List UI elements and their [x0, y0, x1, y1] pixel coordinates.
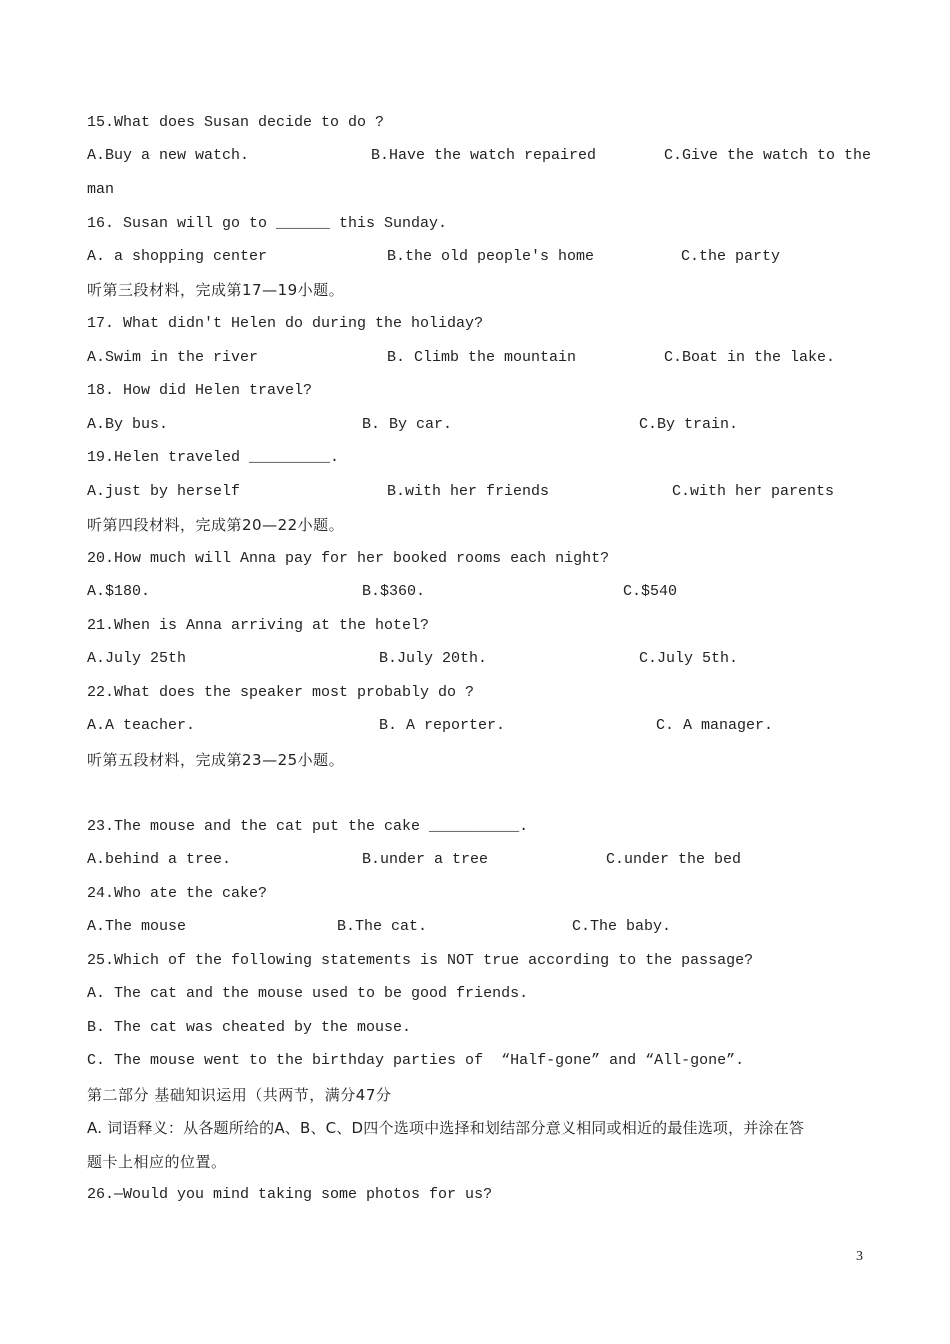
question-23-stem: 23.The mouse and the cat put the cake __________.	[87, 818, 529, 835]
question-19-option-b: B.with her friends	[387, 483, 550, 500]
section-4-instruction: 听第四段材料，完成第20—22小题。	[87, 516, 345, 534]
question-17-option-b: B. Climb the mountain	[387, 349, 577, 366]
question-19-stem: 19.Helen traveled _________.	[87, 449, 340, 466]
question-18-stem: 18. How did Helen travel?	[87, 382, 313, 399]
question-24-option-a: A.The mouse	[87, 918, 187, 935]
question-22-option-c: C. A manager.	[656, 717, 774, 734]
question-24-option-b: B.The cat.	[337, 918, 428, 935]
question-25-stem: 25.Which of the following statements is NOT true according to the passage?	[87, 952, 754, 969]
question-17-option-c: C.Boat in the lake.	[664, 349, 836, 366]
question-21-option-a: A.July 25th	[87, 650, 187, 667]
question-19-option-c: C.with her parents	[672, 483, 835, 500]
part-2-heading: 第二部分 基础知识运用（共两节，满分47分	[87, 1086, 392, 1104]
question-16-stem: 16. Susan will go to ______ this Sunday.	[87, 215, 448, 232]
question-25-option-b: B. The cat was cheated by the mouse.	[87, 1019, 412, 1036]
question-23-option-c: C.under the bed	[606, 851, 742, 868]
section-a-instruction-line-2: 题卡上相应的位置。	[87, 1153, 227, 1171]
question-18-option-c: C.By train.	[639, 416, 739, 433]
question-20-stem: 20.How much will Anna pay for her booked rooms each night?	[87, 550, 610, 567]
question-25-option-a: A. The cat and the mouse used to be good friends.	[87, 985, 529, 1002]
question-23-option-b: B.under a tree	[362, 851, 489, 868]
question-20-option-a: A.$180.	[87, 583, 151, 600]
question-17-stem: 17. What didn't Helen do during the holiday?	[87, 315, 484, 332]
question-16-option-a: A. a shopping center	[87, 248, 268, 265]
question-15-option-b: B.Have the watch repaired	[371, 147, 597, 164]
question-26-stem: 26.—Would you mind taking some photos for us?	[87, 1186, 493, 1203]
question-15-option-a: A.Buy a new watch.	[87, 147, 250, 164]
question-22-stem: 22.What does the speaker most probably do ?	[87, 684, 475, 701]
question-15-stem: 15.What does Susan decide to do ?	[87, 114, 385, 131]
question-25-option-c: C. The mouse went to the birthday parties of “Half-gone” and “All-gone”.	[87, 1052, 745, 1069]
question-20-option-b: B.$360.	[362, 583, 426, 600]
section-5-instruction: 听第五段材料，完成第23—25小题。	[87, 751, 345, 769]
question-16-option-b: B.the old people's home	[387, 248, 595, 265]
question-21-stem: 21.When is Anna arriving at the hotel?	[87, 617, 430, 634]
question-24-stem: 24.Who ate the cake?	[87, 885, 268, 902]
page-number: 3	[856, 1249, 863, 1264]
question-21-option-c: C.July 5th.	[639, 650, 739, 667]
question-17-option-a: A.Swim in the river	[87, 349, 259, 366]
section-3-instruction: 听第三段材料，完成第17—19小题。	[87, 281, 345, 299]
section-a-instruction-line-1: A. 词语释义：从各题所给的A、B、C、D四个选项中选择和划结部分意义相同或相近的最佳选项，并涂在答	[87, 1119, 805, 1137]
question-23-option-a: A.behind a tree.	[87, 851, 232, 868]
question-16-option-c: C.the party	[681, 248, 781, 265]
question-15-option-c: C.Give the watch to the	[664, 147, 872, 164]
question-22-option-b: B. A reporter.	[379, 717, 506, 734]
question-22-option-a: A.A teacher.	[87, 717, 196, 734]
question-21-option-b: B.July 20th.	[379, 650, 488, 667]
question-19-option-a: A.just by herself	[87, 483, 241, 500]
question-20-option-c: C.$540	[623, 583, 678, 600]
question-15-option-c-continued: man	[87, 181, 115, 198]
question-24-option-c: C.The baby.	[572, 918, 672, 935]
question-18-option-a: A.By bus.	[87, 416, 169, 433]
question-18-option-b: B. By car.	[362, 416, 453, 433]
